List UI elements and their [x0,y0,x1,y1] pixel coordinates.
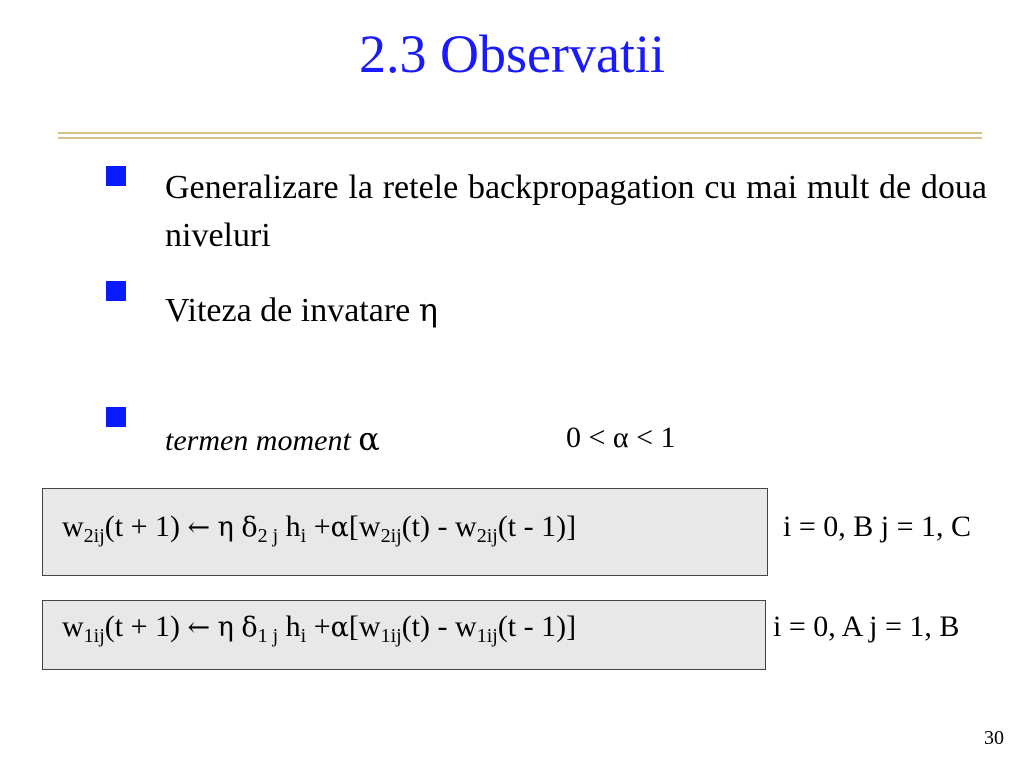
formula-token: w [358,510,381,543]
title-divider [58,132,982,134]
formula-token: i [300,525,307,547]
formula-token: w [62,510,84,543]
formula-token: ] [566,610,577,643]
title-divider [58,137,982,139]
formula-token: - [437,610,448,643]
formula-1-range: i = 0, B j = 1, C [783,510,972,543]
formula-token: w [455,510,477,543]
formula-token: δ [241,512,258,543]
formula-2 [62,612,576,646]
bullet-item-2 [165,286,438,335]
formula-token: ← [187,612,211,643]
formula-token: (t) [401,510,431,543]
formula-token: 2ij [380,525,402,547]
formula-token: 1ij [380,625,402,647]
bullet-square-icon [106,281,126,301]
formula-token: w [62,610,84,643]
bullet-text-1: Generalizare la retele backpropagation cu mai mult de doua niveluri [165,169,987,254]
formula-token: 2ij [476,525,498,547]
formula-token: (t + 1) [104,510,181,543]
page-number: 30 [984,727,1004,749]
formula-token: i [300,625,307,647]
formula-2-range: i = 0, A j = 1, B [773,610,960,643]
bullet-square-icon [106,166,126,186]
formula-token: + [313,510,331,543]
formula-token: α [330,512,349,543]
formula-token: δ [241,612,258,643]
formula-token: ] [566,510,577,543]
bullet-text-2: Viteza de invatare [165,292,411,329]
formula-token: [ [348,610,359,643]
formula-token: w [455,610,477,643]
formula-token: η [217,512,234,543]
formula-token: w [358,610,381,643]
formula-1 [62,512,576,546]
formula-token: (t) [401,610,431,643]
formula-token: 2ij [83,525,105,547]
formula-token: + [313,610,331,643]
formula-token: h [285,610,301,643]
slide-title: 2.3 Observatii [359,24,665,84]
formula-token: (t + 1) [104,610,181,643]
formula-token: (t - 1) [497,610,567,643]
formula-token: ← [187,512,211,543]
formula-token: α [330,612,349,643]
formula-token: [ [348,510,359,543]
formula-token: - [437,510,448,543]
formula-token: 1 j [257,625,279,647]
formula-token: 1ij [476,625,498,647]
alpha-symbol: α [358,420,380,458]
formula-token: η [217,612,234,643]
bullet-text-3: termen moment [165,424,351,457]
alpha-condition: 0 < α < 1 [566,421,676,454]
formula-token: 2 j [257,525,279,547]
formula-token: (t - 1) [497,510,567,543]
formula-token: h [285,510,301,543]
bullet-item-3 [165,415,380,465]
formula-token: 1ij [83,625,105,647]
bullet-square-icon [106,407,126,427]
eta-symbol: η [418,291,438,329]
